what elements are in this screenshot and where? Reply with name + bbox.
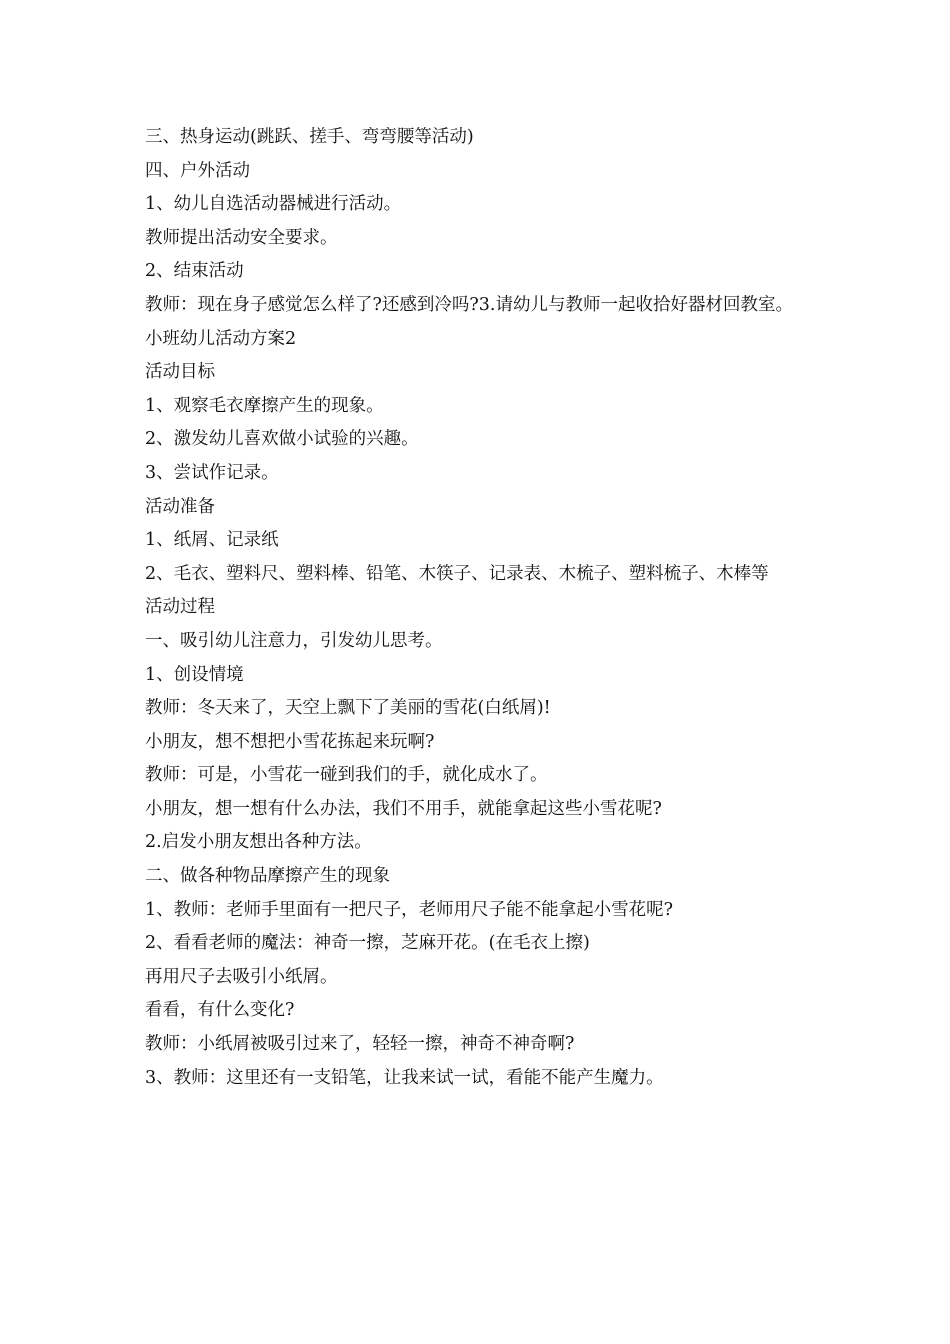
paragraph: 小朋友，想不想把小雪花拣起来玩啊? xyxy=(145,731,435,752)
paragraph: 教师提出活动安全要求。 xyxy=(145,227,338,248)
paragraph: 一、吸引幼儿注意力，引发幼儿思考。 xyxy=(145,630,443,651)
list-item: 3、尝试作记录。 xyxy=(145,462,279,483)
paragraph: 再用尺子去吸引小纸屑。 xyxy=(145,966,338,987)
section-heading-outdoor: 四、户外活动 xyxy=(145,160,250,181)
paragraph: 教师：现在身子感觉怎么样了?还感到冷吗?3.请幼儿与教师一起收拾好器材回教室。 xyxy=(145,294,793,315)
paragraph: 1、教师：老师手里面有一把尺子，老师用尺子能不能拿起小雪花呢? xyxy=(145,899,674,920)
paragraph: 小朋友，想一想有什么办法，我们不用手，就能拿起这些小雪花呢? xyxy=(145,798,662,819)
paragraph: 2.启发小朋友想出各种方法。 xyxy=(145,832,372,853)
section-heading-preparation: 活动准备 xyxy=(145,496,215,517)
paragraph: 3、教师：这里还有一支铅笔，让我来试一试，看能不能产生魔力。 xyxy=(145,1067,664,1088)
paragraph: 1、幼儿自选活动器械进行活动。 xyxy=(145,194,402,215)
paragraph: 教师：可是，小雪花一碰到我们的手，就化成水了。 xyxy=(145,765,548,786)
section-heading-goals: 活动目标 xyxy=(145,362,215,383)
list-item: 2、激发幼儿喜欢做小试验的兴趣。 xyxy=(145,429,419,450)
list-item: 2、毛衣、塑料尺、塑料棒、铅笔、木筷子、记录表、木梳子、塑料梳子、木棒等 xyxy=(145,563,769,584)
list-item: 1、观察毛衣摩擦产生的现象。 xyxy=(145,395,384,416)
document-title: 小班幼儿活动方案2 xyxy=(145,328,297,349)
section-heading-process: 活动过程 xyxy=(145,597,215,618)
paragraph: 二、做各种物品摩擦产生的现象 xyxy=(145,866,390,887)
paragraph: 教师：冬天来了，天空上飘下了美丽的雪花(白纸屑)! xyxy=(145,698,551,719)
paragraph: 看看，有什么变化? xyxy=(145,1000,295,1021)
paragraph: 1、创设情境 xyxy=(145,664,244,685)
paragraph: 教师：小纸屑被吸引过来了，轻轻一擦，神奇不神奇啊? xyxy=(145,1034,575,1055)
document-body xyxy=(145,121,810,1095)
section-heading-warmup: 三、热身运动(跳跃、搓手、弯弯腰等活动) xyxy=(145,127,474,147)
paragraph: 2、看看老师的魔法：神奇一擦，芝麻开花。(在毛衣上擦) xyxy=(145,933,590,954)
paragraph: 2、结束活动 xyxy=(145,261,244,282)
list-item: 1、纸屑、记录纸 xyxy=(145,530,279,551)
